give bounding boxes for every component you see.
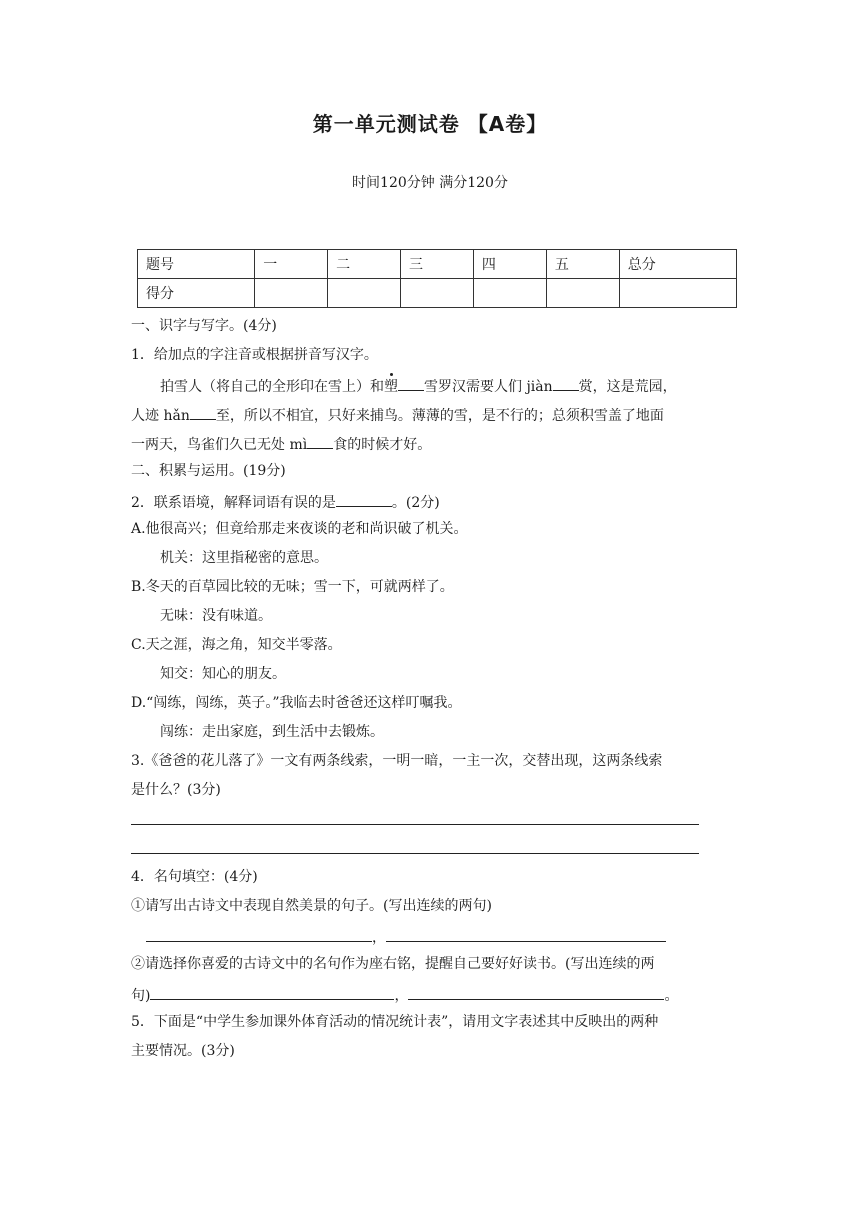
q1-passage-line3 bbox=[131, 432, 431, 455]
q4-1-answer bbox=[146, 925, 666, 948]
q1-text: 人迹 hǎn bbox=[131, 408, 190, 424]
q2-text: 2．联系语境，解释词语有误的是 bbox=[131, 495, 336, 511]
question-3-line1: 3.《爸爸的花儿落了》一文有两条线索，一明一暗，一主一次，交替出现，这两条线索 bbox=[131, 753, 663, 769]
score-table-score-row bbox=[138, 279, 737, 308]
score-table-header: 题号 bbox=[138, 250, 255, 279]
answer-blank[interactable] bbox=[553, 374, 579, 391]
score-table bbox=[137, 249, 737, 308]
score-cell[interactable] bbox=[546, 279, 619, 308]
option-a: A.他很高兴；但竟给那走来夜谈的老和尚识破了机关。 bbox=[131, 521, 468, 537]
option-a-note: 机关：这里指秘密的意思。 bbox=[160, 550, 328, 566]
q1-text: 赏，这是荒园， bbox=[578, 379, 677, 395]
question-5-line1: 5．下面是“中学生参加课外体育活动的情况统计表”，请用文字表述其中反映出的两种 bbox=[131, 1014, 659, 1030]
answer-blank[interactable] bbox=[336, 490, 392, 507]
question-1: 1．给加点的字注音或根据拼音写汉字。 bbox=[131, 347, 378, 363]
question-4: 4．名句填空：(4分) bbox=[131, 869, 258, 885]
option-d-note: 闯练：走出家庭，到生活中去锻炼。 bbox=[160, 724, 384, 740]
dotted-char: 塑 bbox=[384, 379, 398, 395]
score-cell[interactable] bbox=[328, 279, 401, 308]
q1-text: 一两天，鸟雀们久已无处 mì bbox=[131, 437, 308, 453]
score-table-header-row bbox=[138, 250, 737, 279]
q1-text: 至，所以不相宜，只好来捕鸟。薄薄的雪，是不行的；总须积雪盖了地面 bbox=[215, 408, 664, 424]
exam-subtitle: 时间120分钟 满分120分 bbox=[352, 175, 508, 191]
q1-text: 雪罗汉需要人们 jiàn bbox=[424, 379, 553, 395]
option-b-note: 无味：没有味道。 bbox=[160, 608, 272, 624]
question-4-1: ①请写出古诗文中表现自然美景的句子。(写出连续的两句) bbox=[131, 898, 492, 914]
option-c-note: 知交：知心的朋友。 bbox=[160, 666, 286, 682]
score-table-header: 二 bbox=[328, 250, 401, 279]
answer-blank[interactable] bbox=[146, 925, 372, 942]
option-d: D.“闯练，闯练，英子。”我临去时爸爸还这样叮嘱我。 bbox=[131, 695, 462, 711]
score-cell[interactable] bbox=[619, 279, 736, 308]
q1-text: 拍雪人（将自己的全形印在雪上）和 bbox=[160, 379, 384, 395]
score-row-label: 得分 bbox=[138, 279, 255, 308]
q2-text: 。(2分) bbox=[391, 495, 440, 511]
score-table-header: 五 bbox=[546, 250, 619, 279]
exam-title: 第一单元测试卷 【A卷】 bbox=[312, 112, 548, 136]
score-cell[interactable] bbox=[401, 279, 474, 308]
q4-2-text: 句) bbox=[131, 988, 151, 1004]
answer-blank[interactable] bbox=[307, 432, 333, 449]
comma: ， bbox=[372, 930, 386, 946]
question-3-line2: 是什么？(3分) bbox=[131, 782, 221, 798]
answer-blank[interactable] bbox=[190, 403, 216, 420]
answer-line[interactable] bbox=[131, 824, 699, 825]
q1-text: 食的时候才好。 bbox=[333, 437, 432, 453]
period: 。 bbox=[664, 988, 679, 1004]
question-4-2-line2 bbox=[131, 983, 678, 1006]
comma: ， bbox=[394, 988, 409, 1004]
question-4-2-line1: ②请选择你喜爱的古诗文中的名句作为座右铭，提醒自己要好好读书。(写出连续的两 bbox=[131, 956, 655, 972]
option-c: C.天之涯，海之角，知交半零落。 bbox=[131, 637, 342, 653]
score-cell[interactable] bbox=[255, 279, 328, 308]
q1-passage-line2 bbox=[131, 403, 664, 426]
q1-passage-line1 bbox=[160, 374, 677, 397]
section2-heading: 二、积累与运用。(19分) bbox=[131, 463, 286, 479]
question-2 bbox=[131, 490, 440, 513]
answer-blank[interactable] bbox=[408, 983, 664, 1000]
option-b: B.冬天的百草园比较的无味；雪一下，可就两样了。 bbox=[131, 579, 454, 595]
score-table-header: 一 bbox=[255, 250, 328, 279]
answer-blank[interactable] bbox=[150, 983, 394, 1000]
score-table-header: 四 bbox=[473, 250, 546, 279]
answer-line[interactable] bbox=[131, 853, 699, 854]
answer-blank[interactable] bbox=[398, 374, 424, 391]
score-cell[interactable] bbox=[473, 279, 546, 308]
answer-blank[interactable] bbox=[386, 925, 666, 942]
section1-heading: 一、识字与写字。(4分) bbox=[131, 318, 277, 334]
question-5-line2: 主要情况。(3分) bbox=[131, 1043, 235, 1059]
score-table-header: 三 bbox=[401, 250, 474, 279]
score-table-header: 总分 bbox=[619, 250, 736, 279]
